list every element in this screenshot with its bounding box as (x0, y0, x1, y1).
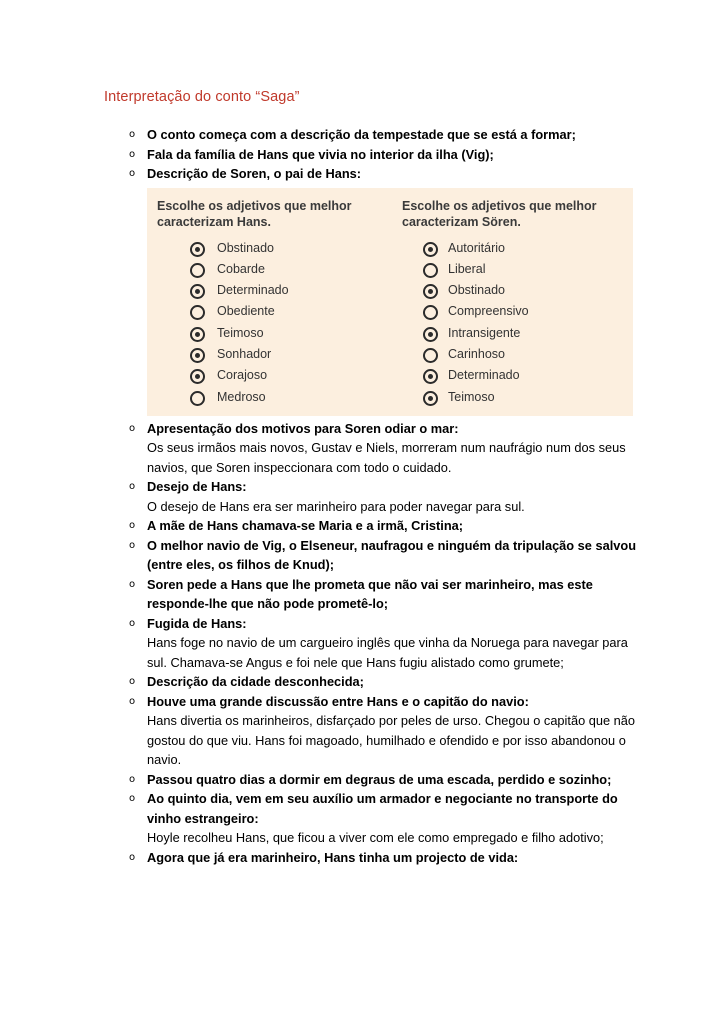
bullet: o (129, 773, 136, 785)
list-item (0, 536, 647, 575)
option-label: Compreensivo (448, 304, 529, 319)
option-row (157, 259, 387, 280)
item-heading: Fugida de Hans: (147, 615, 247, 631)
option-label: Corajoso (217, 368, 268, 383)
soren-adjectives-column (402, 198, 632, 408)
radio-unchecked-icon (190, 305, 205, 320)
radio-checked-icon (423, 369, 438, 384)
item-heading: O conto começa com a descrição da tempestade que se está a formar; (147, 127, 576, 142)
radio-dot-icon (195, 332, 200, 337)
option-label: Cobarde (217, 261, 265, 276)
option-label: Teimoso (448, 389, 495, 404)
item-heading: Agora que já era marinheiro, Hans tinha um projecto de vida: (147, 849, 519, 865)
radio-checked-icon (423, 242, 438, 257)
bullet: o (129, 481, 136, 492)
bullet: o (129, 422, 136, 434)
list-item (0, 672, 647, 692)
radio-unchecked-icon (190, 391, 205, 406)
option-label: Medroso (217, 389, 266, 404)
radio-checked-icon (190, 327, 205, 342)
item-heading: Descrição de Soren, o pai de Hans: (147, 166, 362, 181)
list-item (0, 145, 647, 165)
radio-dot-icon (195, 247, 200, 252)
list-item (0, 164, 647, 184)
radio-dot-icon (428, 396, 433, 401)
bullet: o (129, 617, 136, 629)
item-heading: Soren pede a Hans que lhe prometa que não vai ser marinheiro, mas este responde-lhe que não pode prometê-lo; (147, 576, 593, 611)
item-heading: Desejo de Hans: (147, 479, 247, 494)
option-row (157, 280, 387, 301)
bullet: o (129, 676, 136, 687)
hans-options (157, 238, 387, 408)
option-row (402, 238, 632, 259)
radio-dot-icon (428, 247, 433, 252)
option-label: Sonhador (217, 346, 272, 361)
bullet: o (129, 695, 136, 707)
radio-checked-icon (190, 348, 205, 363)
list-item (0, 575, 647, 614)
item-heading: Apresentação dos motivos para Soren odiar o mar: (147, 420, 459, 436)
option-row (402, 323, 632, 344)
list-item (0, 848, 647, 868)
option-row (402, 344, 632, 365)
option-row (157, 323, 387, 344)
bullet: o (129, 539, 136, 551)
soren-options (402, 238, 632, 408)
option-label: Obstinado (217, 240, 274, 255)
option-row (402, 365, 632, 386)
radio-dot-icon (195, 353, 200, 358)
list-item (0, 477, 647, 516)
item-heading: Fala da família de Hans que vivia no interior da ilha (Vig); (147, 146, 494, 162)
list-item (0, 516, 647, 536)
list-item (0, 614, 647, 673)
item-body: O desejo de Hans era ser marinheiro para poder navegar para sul. (147, 498, 525, 514)
radio-dot-icon (428, 332, 433, 337)
document-title: Interpretação do conto “Saga” (104, 89, 300, 105)
bullet: o (129, 793, 136, 804)
item-body: Os seus irmãos mais novos, Gustav e Niels, morreram num naufrágio num dos seus navios, que Soren inspeccionara com todo o cuidado. (147, 440, 626, 475)
radio-unchecked-icon (423, 305, 438, 320)
option-label: Teimoso (217, 325, 264, 340)
radio-checked-icon (190, 242, 205, 257)
list-item (0, 692, 647, 770)
option-label: Determinado (448, 368, 520, 383)
radio-checked-icon (423, 284, 438, 299)
option-row (157, 344, 387, 365)
list-item (0, 419, 647, 478)
item-body: Hans divertia os marinheiros, disfarçado por peles de urso. Chegou o capitão que não gostou do que viu. Hans foi magoado, humilhado e ofendido e por isso abandonou o navio. (147, 713, 635, 767)
option-row (157, 365, 387, 386)
radio-checked-icon (423, 391, 438, 406)
option-label: Carinhoso (448, 346, 505, 361)
radio-checked-icon (423, 327, 438, 342)
radio-dot-icon (428, 374, 433, 379)
item-heading: Passou quatro dias a dormir em degraus de uma escada, perdido e sozinho; (147, 771, 612, 787)
item-heading: A mãe de Hans chamava-se Maria e a irmã, Cristina; (147, 518, 464, 533)
option-row (402, 301, 632, 322)
option-row (402, 280, 632, 301)
radio-dot-icon (428, 289, 433, 294)
radio-checked-icon (190, 369, 205, 384)
option-row (157, 387, 387, 408)
hans-adjectives-column (157, 198, 387, 408)
bullet: o (129, 168, 136, 179)
option-row (402, 387, 632, 408)
item-body: Hoyle recolheu Hans, que ficou a viver com ele como empregado e filho adotivo; (147, 830, 604, 845)
adjectives-quiz-image (147, 188, 633, 416)
option-label: Liberal (448, 261, 486, 276)
soren-question: Escolhe os adjetivos que melhor caracterizam Sören. (402, 198, 597, 229)
option-label: Autoritário (448, 240, 505, 255)
item-heading: Houve uma grande discussão entre Hans e o capitão do navio: (147, 693, 529, 709)
option-label: Determinado (217, 283, 289, 298)
list-item (0, 125, 647, 145)
bullet: o (129, 851, 136, 863)
item-body: Hans foge no navio de um cargueiro inglês que vinha da Noruega para navegar para sul. Chamava-se Angus e foi nele que Hans fugiu alistado como grumete; (147, 635, 628, 670)
interpretation-list (0, 125, 728, 867)
option-row (402, 259, 632, 280)
option-label: Obstinado (448, 283, 505, 298)
item-heading: O melhor navio de Vig, o Elseneur, naufragou e ninguém da tripulação se salvou (entre eles, os filhos de Knud); (147, 537, 637, 572)
list-item (0, 770, 647, 790)
radio-dot-icon (195, 374, 200, 379)
radio-unchecked-icon (190, 263, 205, 278)
bullet: o (129, 578, 136, 590)
radio-unchecked-icon (423, 348, 438, 363)
list-item (0, 789, 647, 848)
bullet: o (129, 148, 136, 160)
option-label: Obediente (217, 304, 275, 319)
option-label: Intransigente (448, 325, 521, 340)
bullet: o (129, 520, 136, 531)
radio-dot-icon (195, 289, 200, 294)
option-row (157, 301, 387, 322)
radio-checked-icon (190, 284, 205, 299)
bullet: o (129, 129, 136, 140)
radio-unchecked-icon (423, 263, 438, 278)
item-heading: Ao quinto dia, vem em seu auxílio um armador e negociante no transporte do vinho estrangeiro: (147, 791, 618, 826)
hans-question: Escolhe os adjetivos que melhor caracterizam Hans. (157, 198, 352, 229)
item-heading: Descrição da cidade desconhecida; (147, 674, 364, 689)
option-row (157, 238, 387, 259)
